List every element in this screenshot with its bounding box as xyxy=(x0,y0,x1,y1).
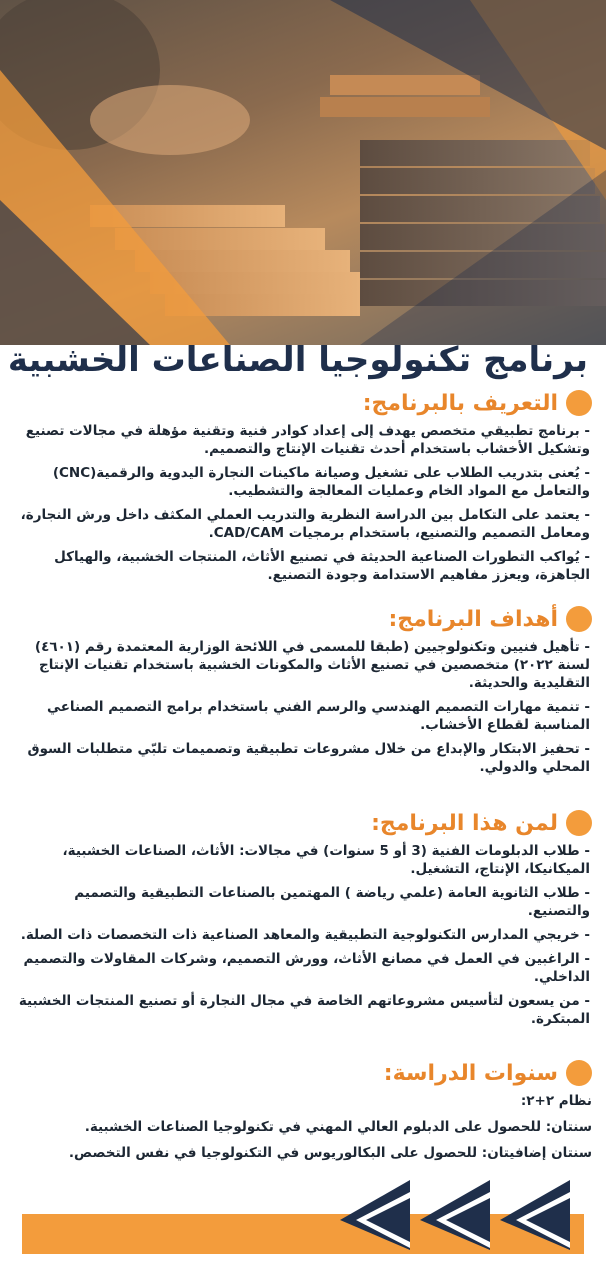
list-item: - تحفيز الابتكار والإبداع من خلال مشروعات تطبيقية وتصميمات تلبّي متطلبات السوق المحلي والدولي. xyxy=(12,740,590,776)
section-intro-title: التعريف بالبرنامج: xyxy=(362,390,558,416)
study-line-diploma: سنتان: للحصول على الدبلوم العالي المهني في تكنولوجيا الصناعات الخشبية. xyxy=(84,1119,592,1135)
section-goals-title: أهداف البرنامج: xyxy=(388,606,558,632)
list-item: - طلاب الدبلومات الفنية (3 أو 5 سنوات) في مجالات: الأثاث، الصناعات الخشبية، الميكانيكا، الإنتاج، التشغيل. xyxy=(12,842,590,878)
bullet-circle-icon xyxy=(566,810,592,836)
list-item: - الراغبين في العمل في مصانع الأثاث، وورش التصميم، وشركات المقاولات والتصميم الداخلي. xyxy=(12,950,590,986)
list-item: - برنامج تطبيقي متخصص يهدف إلى إعداد كوادر فنية وتقنية مؤهلة في مجالات تصنيع وتشكيل الأخشاب باستخدام أحدث تقنيات الإنتاج والتصميم. xyxy=(12,422,590,458)
list-item: - خريجي المدارس التكنولوجية التطبيقية والمعاهد الصناعية ذات التخصصات ذات الصلة. xyxy=(12,926,590,944)
section-years-title: سنوات الدراسة: xyxy=(383,1060,558,1086)
section-audience-header xyxy=(12,810,592,836)
section-goals-header xyxy=(12,606,592,632)
section-years xyxy=(12,1060,592,1170)
bullet-circle-icon xyxy=(566,1060,592,1086)
page-title: برنامج تكنولوجيا الصناعات الخشبية xyxy=(7,340,588,380)
list-item: - يُعنى بتدريب الطلاب على تشغيل وصيانة ماكينات النجارة اليدوية والرقمية(CNC) والتعامل مع المواد الخام وعمليات المعالجة والتشطيب. xyxy=(12,464,590,500)
wood-planks-illustration xyxy=(0,0,606,345)
list-item: - تنمية مهارات التصميم الهندسي والرسم الفني باستخدام برامج التصميم الصناعي المناسبة لقطاع الأخشاب. xyxy=(12,698,590,734)
section-goals xyxy=(12,606,592,782)
study-system: نظام ٢+٢: xyxy=(520,1093,592,1109)
list-item: - تأهيل فنيين وتكنولوجيين (طبقا للمسمى في اللائحة الوزارية المعتمدة رقم (٤٦٠١) لسنة ٢٠٢٢) متخصصين في تصنيع الأثاث والمكونات الخشبية باستخدام تقنيات الإنتاج التقليدية والحديثة. xyxy=(12,638,590,692)
section-audience xyxy=(12,810,592,1034)
footer-arrows xyxy=(0,1170,606,1250)
section-intro xyxy=(12,390,592,590)
intro-list xyxy=(12,422,592,584)
hero-image xyxy=(0,0,606,345)
list-item: - طلاب الثانوية العامة (علمي رياضة ) المهتمين بالصناعات التطبيقية والتصميم والتصنيع. xyxy=(12,884,590,920)
section-audience-title: لمن هذا البرنامج: xyxy=(371,810,558,836)
bullet-circle-icon xyxy=(566,390,592,416)
study-line-bachelor: سنتان إضافيتان: للحصول على البكالوريوس في التكنولوجيا في نفس التخصص. xyxy=(68,1145,592,1161)
list-item: - يعتمد على التكامل بين الدراسة النظرية والتدريب العملي المكثف داخل ورش النجارة، ومعامل التصميم والتصنيع، باستخدام برمجيات CAD/CAM. xyxy=(12,506,590,542)
goals-list xyxy=(12,638,592,776)
section-years-header xyxy=(12,1060,592,1086)
bullet-circle-icon xyxy=(566,606,592,632)
list-item: - يُواكب التطورات الصناعية الحديثة في تصنيع الأثاث، المنتجات الخشبية، والهياكل الجاهزة، ويعزز مفاهيم الاستدامة وجودة التصنيع. xyxy=(12,548,590,584)
section-intro-header xyxy=(12,390,592,416)
audience-list xyxy=(12,842,592,1028)
list-item: - من يسعون لتأسيس مشروعاتهم الخاصة في مجال النجارة أو تصنيع المنتجات الخشبية المبتكرة. xyxy=(12,992,590,1028)
